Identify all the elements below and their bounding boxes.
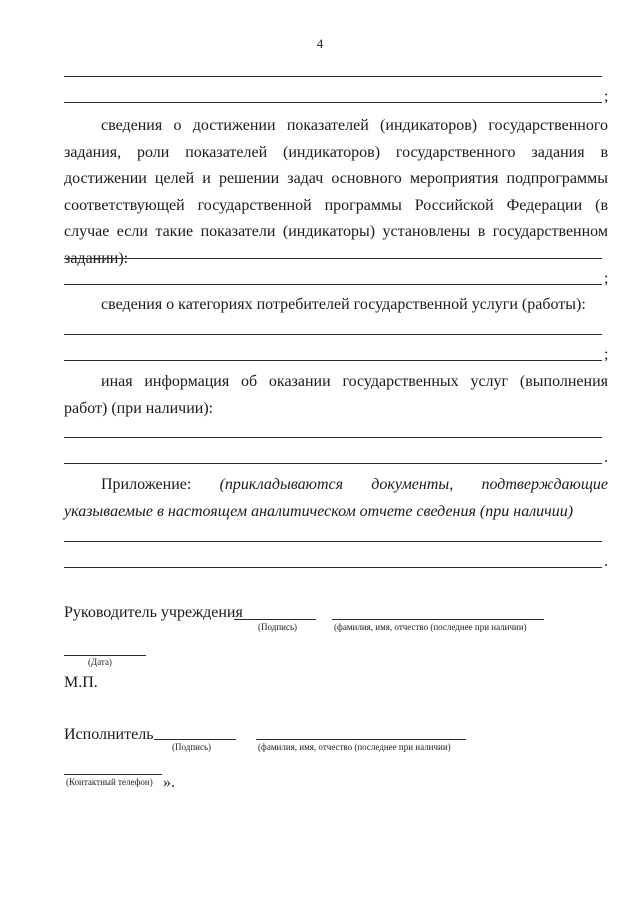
- blank-line: [64, 76, 602, 77]
- head-name-line: [332, 619, 544, 620]
- indicators-text: сведения о достижении показателей (индикаторов) государственного задания, роли показателей (индикаторов) государственного задания в достижении целей и решении задач основного мероприятия подпрограммы соответствующей государственной программы Российской Федерации (в случае если такие показатели (индикаторы) установлены в государственном задании):: [64, 117, 608, 267]
- executor-label: Исполнитель: [64, 726, 154, 743]
- blank-line: [64, 541, 602, 542]
- blank-line: [64, 437, 602, 438]
- blank-line: [64, 258, 602, 259]
- blank-line: [64, 360, 602, 361]
- line-terminator: .: [604, 449, 608, 466]
- consumers-paragraph: [64, 292, 608, 319]
- appendix-label: Приложение:: [101, 476, 192, 493]
- blank-line: [64, 102, 602, 103]
- head-label: Руководитель учреждения: [64, 604, 243, 621]
- executor-name-line: [256, 739, 466, 740]
- line-terminator: ;: [604, 88, 609, 105]
- line-terminator: ;: [604, 346, 609, 363]
- other-info-text: иная информация об оказании государственных услуг (выполнения работ) (при наличии):: [64, 373, 608, 417]
- executor-signature-caption: (Подпись): [172, 742, 212, 752]
- line-terminator: ;: [604, 270, 609, 287]
- executor-signature-line: [154, 739, 236, 740]
- blank-line: [64, 334, 602, 335]
- head-signature-caption: (Подпись): [258, 622, 298, 632]
- head-signature-line: [234, 619, 316, 620]
- line-terminator: .: [604, 553, 608, 570]
- phone-caption: (Контактный телефон): [66, 777, 153, 787]
- date-line: [64, 655, 146, 656]
- date-caption: (Дата): [88, 657, 112, 667]
- executor-name-caption: (фамилия, имя, отчество (последнее при наличии): [258, 742, 451, 752]
- blank-line: [64, 567, 602, 568]
- consumers-text: сведения о категориях потребителей государственной услуги (работы):: [101, 296, 586, 313]
- head-name-caption: (фамилия, имя, отчество (последнее при наличии): [334, 622, 527, 632]
- indicators-paragraph: [64, 113, 608, 272]
- closing-quote: ».: [163, 774, 175, 791]
- blank-line: [64, 463, 602, 464]
- phone-line: [64, 774, 162, 775]
- blank-line: [64, 284, 602, 285]
- page-number: 4: [316, 36, 324, 51]
- appendix-paragraph: [64, 472, 608, 525]
- other-info-paragraph: [64, 369, 608, 422]
- seal-mark: М.П.: [64, 674, 98, 691]
- appendix-text: (прикладываются документы, подтверждающие указываемые в настоящем аналитическом отчете сведения (при наличии): [64, 476, 609, 520]
